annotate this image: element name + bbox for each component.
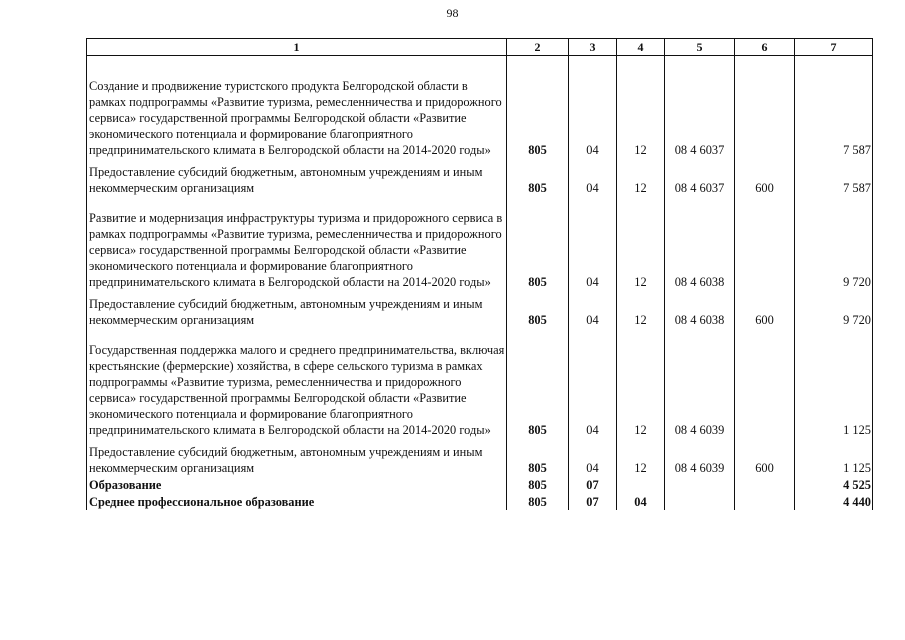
row-ministry-code: 805	[507, 493, 569, 510]
row-subsection: 12	[617, 328, 665, 438]
row-expense-type	[735, 493, 795, 510]
row-ministry-code: 805	[507, 290, 569, 328]
row-name: Государственная поддержка малого и среднего предпринимательства, включая крестьянские (фермерские) хозяйства, в сфере сельского туризма в рамках подпрограммы «Развитие туризма, ремесленничества и придорожного сервиса» государственной программы Белгородской области «Развитие экономического потенциала и формирование благоприятного предпринимательского климата в Белгородской области на 2014-2020 годы»	[87, 328, 507, 438]
header-col-4: 4	[617, 39, 665, 56]
row-expense-type	[735, 328, 795, 438]
header-col-2: 2	[507, 39, 569, 56]
header-col-7: 7	[795, 39, 873, 56]
row-subsection: 12	[617, 158, 665, 196]
row-target-article: 08 4 6039	[665, 328, 735, 438]
row-ministry-code: 805	[507, 476, 569, 493]
row-target-article: 08 4 6037	[665, 158, 735, 196]
header-col-5: 5	[665, 39, 735, 56]
header-col-3: 3	[569, 39, 617, 56]
row-name: Предоставление субсидий бюджетным, автономным учреждениям и иным некоммерческим организациям	[87, 158, 507, 196]
table-row	[87, 493, 873, 510]
table-row	[87, 328, 873, 438]
row-amount: 1 125	[795, 438, 873, 476]
row-section: 04	[569, 196, 617, 290]
row-name: Среднее профессиональное образование	[87, 493, 507, 510]
row-target-article: 08 4 6039	[665, 438, 735, 476]
row-section: 07	[569, 493, 617, 510]
header-row	[87, 39, 873, 56]
table-row	[87, 158, 873, 196]
row-amount: 9 720	[795, 290, 873, 328]
row-section: 04	[569, 290, 617, 328]
table-row	[87, 438, 873, 476]
table-row	[87, 290, 873, 328]
row-section: 04	[569, 328, 617, 438]
row-subsection: 12	[617, 290, 665, 328]
row-ministry-code: 805	[507, 158, 569, 196]
row-target-article: 08 4 6038	[665, 290, 735, 328]
row-expense-type	[735, 196, 795, 290]
header-col-6: 6	[735, 39, 795, 56]
row-expense-type: 600	[735, 438, 795, 476]
row-section: 07	[569, 476, 617, 493]
row-section: 04	[569, 438, 617, 476]
row-subsection: 12	[617, 438, 665, 476]
row-target-article: 08 4 6038	[665, 196, 735, 290]
row-expense-type	[735, 56, 795, 159]
row-amount: 4 440	[795, 493, 873, 510]
row-expense-type	[735, 476, 795, 493]
page-number: 98	[446, 6, 459, 20]
table-row	[87, 196, 873, 290]
row-name: Развитие и модернизация инфраструктуры туризма и придорожного сервиса в рамках подпрограммы «Развитие туризма, ремесленничества и придорожного сервиса» государственной программы Белгородской области «Развитие экономического потенциала и формирование благоприятного предпринимательского климата в Белгородской области на 2014-2020 годы»	[87, 196, 507, 290]
header-col-1: 1	[87, 39, 507, 56]
row-target-article	[665, 493, 735, 510]
row-name: Предоставление субсидий бюджетным, автономным учреждениям и иным некоммерческим организациям	[87, 290, 507, 328]
row-section: 04	[569, 56, 617, 159]
table-row	[87, 56, 873, 159]
row-amount: 7 587	[795, 56, 873, 159]
row-name: Образование	[87, 476, 507, 493]
row-name: Создание и продвижение туристского продукта Белгородской области в рамках подпрограммы «Развитие туризма, ремесленничества и придорожного сервиса» государственной программы Белгородской области «Развитие экономического потенциала и формирование благоприятного предпринимательского климата в Белгородской области на 2014-2020 годы»	[87, 56, 507, 159]
row-subsection	[617, 476, 665, 493]
row-name: Предоставление субсидий бюджетным, автономным учреждениям и иным некоммерческим организациям	[87, 438, 507, 476]
row-amount: 7 587	[795, 158, 873, 196]
budget-table	[86, 38, 873, 510]
row-ministry-code: 805	[507, 328, 569, 438]
row-ministry-code: 805	[507, 56, 569, 159]
row-target-article	[665, 476, 735, 493]
row-subsection: 04	[617, 493, 665, 510]
row-amount: 4 525	[795, 476, 873, 493]
row-subsection: 12	[617, 196, 665, 290]
row-ministry-code: 805	[507, 438, 569, 476]
row-section: 04	[569, 158, 617, 196]
row-target-article: 08 4 6037	[665, 56, 735, 159]
row-ministry-code: 805	[507, 196, 569, 290]
row-amount: 9 720	[795, 196, 873, 290]
table-row	[87, 476, 873, 493]
row-amount: 1 125	[795, 328, 873, 438]
row-expense-type: 600	[735, 290, 795, 328]
row-subsection: 12	[617, 56, 665, 159]
row-expense-type: 600	[735, 158, 795, 196]
